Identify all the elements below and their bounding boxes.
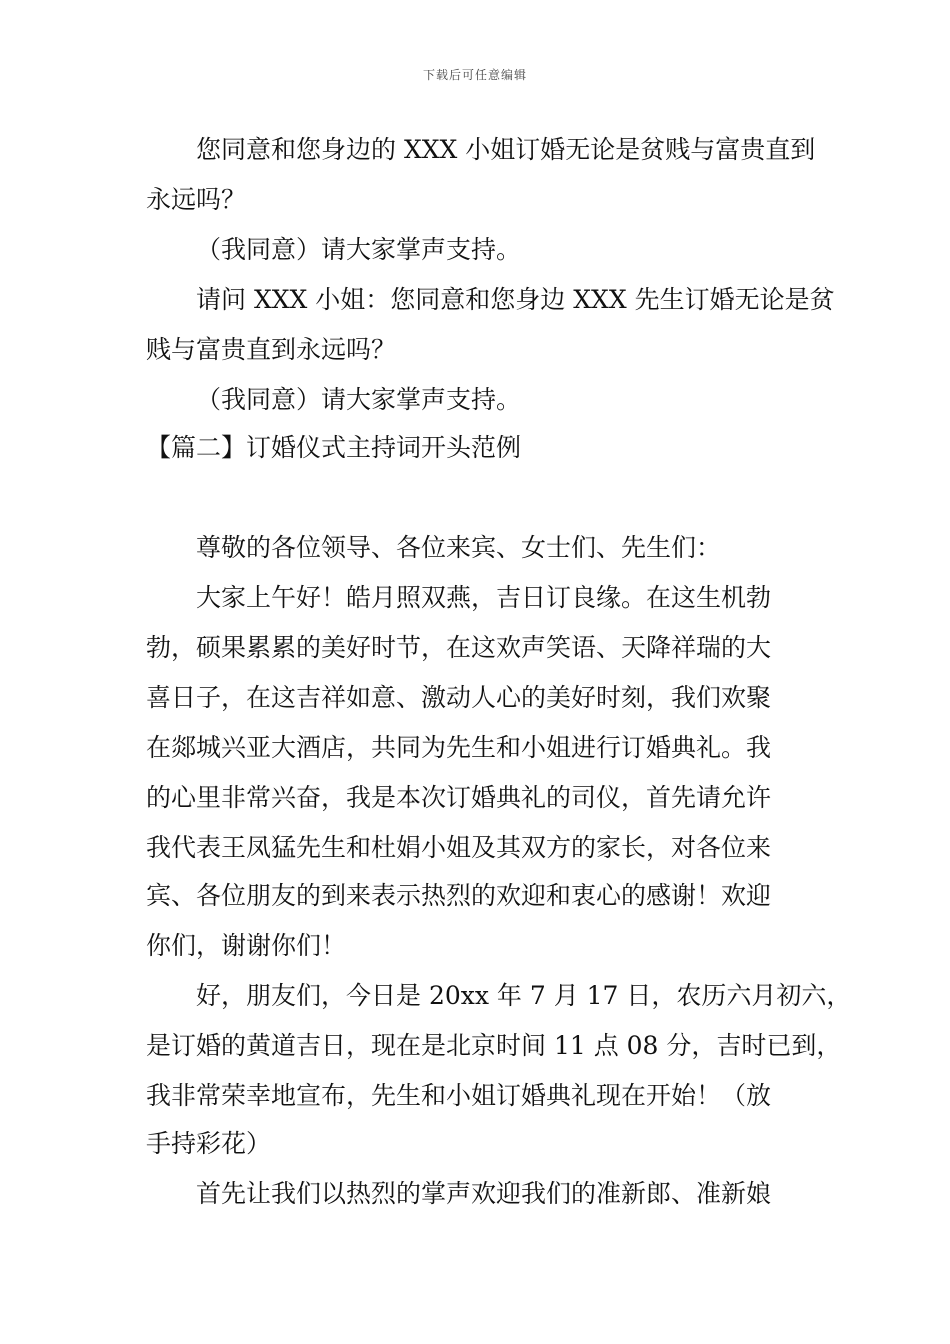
paragraph-line: （我同意）请大家掌声支持。 — [196, 385, 522, 414]
paragraph-line: 首先让我们以热烈的掌声欢迎我们的准新郎、准新娘 — [196, 1179, 772, 1208]
paragraph-line: 你们，谢谢你们！ — [146, 931, 347, 960]
paragraph-line: 贱与富贵直到永远吗？ — [146, 335, 397, 364]
paragraph-line: （我同意）请大家掌声支持。 — [196, 235, 522, 264]
paragraph-line: 勃，硕果累累的美好时节，在这欢声笑语、天降祥瑞的大 — [146, 633, 772, 662]
paragraph-line: 的心里非常兴奋，我是本次订婚典礼的司仪，首先请允许 — [146, 783, 772, 812]
paragraph-line: 好，朋友们，今日是 20xx 年 7 月 17 日，农历六月初六， — [196, 981, 852, 1010]
paragraph-line: 请问 XXX 小姐：您同意和您身边 XXX 先生订婚无论是贫 — [196, 285, 835, 314]
paragraph-line: 喜日子，在这吉祥如意、激动人心的美好时刻，我们欢聚 — [146, 683, 772, 712]
paragraph-line: 我代表王凤猛先生和杜娟小姐及其双方的家长，对各位来 — [146, 833, 772, 862]
paragraph-line: 是订婚的黄道吉日，现在是北京时间 11 点 08 分，吉时已到， — [146, 1031, 842, 1060]
page-header-note: 下载后可任意编辑 — [422, 68, 527, 82]
paragraph-line: 尊敬的各位领导、各位来宾、女士们、先生们： — [196, 533, 722, 562]
paragraph-line: 在郯城兴亚大酒店，共同为先生和小姐进行订婚典礼。我 — [146, 733, 772, 762]
section-heading: 【篇二】订婚仪式主持词开头范例 — [146, 433, 522, 462]
paragraph-line: 永远吗？ — [146, 185, 247, 214]
paragraph-line: 手持彩花） — [146, 1129, 272, 1158]
paragraph-line: 您同意和您身边的 XXX 小姐订婚无论是贫贱与富贵直到 — [196, 135, 816, 164]
paragraph-line: 大家上午好！皓月照双燕，吉日订良缘。在这生机勃 — [196, 583, 772, 612]
paragraph-line: 我非常荣幸地宣布，先生和小姐订婚典礼现在开始！（放 — [146, 1081, 772, 1110]
paragraph-line: 宾、各位朋友的到来表示热烈的欢迎和衷心的感谢！欢迎 — [146, 881, 772, 910]
